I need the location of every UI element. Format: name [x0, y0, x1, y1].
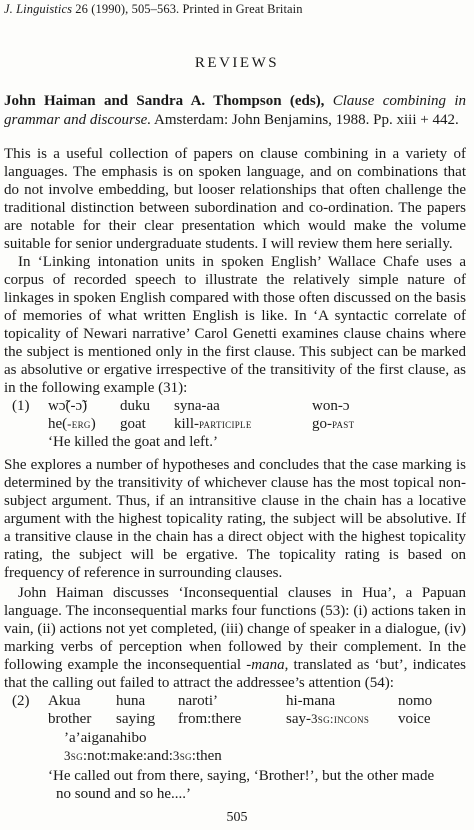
journal-details: 26 (1990), 505–563. Printed in Great Britain: [72, 2, 303, 16]
example-word: ’a’aiganahibo: [64, 730, 147, 746]
citation-publication: Amsterdam: John Benjamins, 1988. Pp. xiii + 442.: [151, 112, 459, 128]
paragraph-text: She explores a number of hypotheses and concludes that the case marking is determined by the transitivity of whichever clause has the most topical non-subject argument. Thus, if an intransitive clause in the chain has a locative argument with the highest topicality rating, the subject will be absolutive. If a transitive clause in the chain has a direct object with the highest topicality rating, the subject will be ergative. The topicality rating is based on frequency of reference in surrounding clauses.: [4, 457, 466, 581]
example-1-gloss: [0, 416, 474, 434]
gloss-voice: voice: [398, 711, 431, 727]
example-word: won-ɔ: [312, 398, 350, 414]
paragraph-text: This is a useful collection of papers on clause combining in a variety of languages. The emphasis is on spoken language, and on combinations that do not involve embedding, but looser relationships that often challenge the traditional distinction between subordination and co-ordination. The papers are notable for their clear presentation which would make the volume suitable for senior undergraduate students. I will review them here serially.: [4, 146, 466, 252]
paragraph-text: John Haiman discusses ‘Inconsequential clauses in Hua’, a Papuan language. The inconsequential marks four functions (53): (i) actions taken in vain, (ii) actions not yet completed, (iii) change of speaker in a dialogue, (iv) marking verbs of perception when followed by their complement. In the following example the inconsequential -mana, translated as ‘but’, indicates that the calling out failed to attract the addressee’s attention (54):: [4, 585, 466, 691]
gloss-say: say-3sg:incons: [286, 711, 370, 727]
page-number: 505: [226, 810, 248, 825]
example-word: wɔ̃(-ɔ̃): [48, 398, 88, 414]
example-2-line-2: [0, 730, 474, 748]
journal-name: J. Linguistics: [4, 2, 73, 16]
gloss-from-there: from:there: [178, 711, 242, 727]
citation-title: Clause combining in grammar and discourse.: [4, 93, 466, 128]
example-1: [0, 398, 474, 458]
example-number: (2): [12, 693, 30, 709]
example-2: [0, 693, 474, 803]
gloss-kill: kill-participle: [174, 416, 252, 432]
example-word: duku: [120, 398, 150, 414]
section-title: REVIEWS: [194, 55, 280, 71]
example-number: (1): [12, 398, 30, 414]
example-word: nomo: [398, 693, 433, 709]
example-1-line-1: [0, 398, 474, 416]
running-header: [4, 2, 303, 17]
review-paragraph-2: [4, 253, 466, 397]
example-2-gloss: [0, 711, 474, 729]
gloss-brother: brother: [48, 711, 92, 727]
inconsequential-marker: -mana: [246, 657, 285, 673]
example-word: Akua: [48, 693, 81, 709]
paragraph-text: In ‘Linking intonation units in spoken English’ Wallace Chafe uses a corpus of recorded speech to illustrate the relatively simple nature of linkages in spoken English compared with those often discussed on the basis of memories of what written English is like. In ‘A syntactic correlate of topicality of Newari narrative’ Carol Genetti examines clause chains where the subject is mentioned only in the first clause. This subject can be marked as absolutive or ergative irrespective of the transitivity of the first clause, as in the following example (31):: [4, 254, 466, 396]
example-word: huna: [116, 693, 146, 709]
example-2-translation-cont: no sound and so he....’: [56, 786, 191, 802]
review-paragraph-4: [4, 584, 466, 692]
example-2-line-1: [0, 693, 474, 711]
review-paragraph-1: [4, 145, 466, 253]
example-1-translation: ‘He killed the goat and left.’: [48, 434, 218, 450]
example-2-gloss-2: [0, 748, 474, 766]
example-2-translation: ‘He called out from there, saying, ‘Brother!’, but the other made: [48, 768, 435, 784]
citation-authors: John Haiman and Sandra A. Thompson (eds),: [4, 93, 325, 109]
gloss-not-make: 3sg:not:make:and:3sg:then: [64, 748, 222, 764]
example-word: syna-aa: [174, 398, 220, 414]
gloss-goat: goat: [120, 416, 146, 432]
gloss-saying: saying: [116, 711, 156, 727]
example-word: naroti’: [178, 693, 218, 709]
review-paragraph-3: [4, 456, 466, 582]
example-word: hi-mana: [286, 693, 336, 709]
gloss-he: he(-erg): [48, 416, 96, 432]
gloss-go: go-past: [312, 416, 355, 432]
book-citation: [4, 92, 466, 130]
